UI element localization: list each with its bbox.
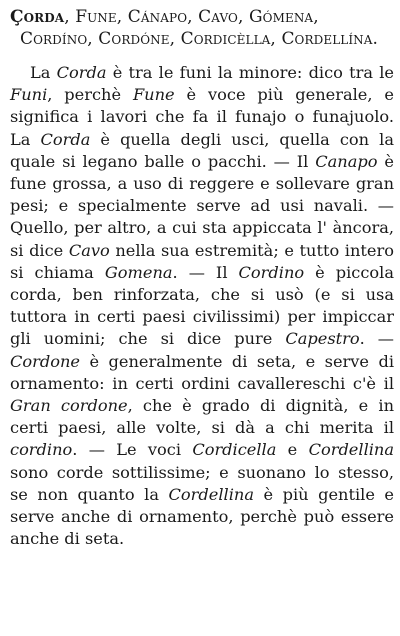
entry-headwords: [10, 6, 394, 50]
term-italic: Cordone: [10, 351, 80, 371]
text-run: è generalmente di seta, e serve di ornamento: in certi ordini cavallereschi c'è il: [10, 351, 394, 393]
term-italic: Funi: [10, 85, 48, 105]
text-run: è fune grossa, a uso di reggere e sollevare gran pesi; e specialmente serve ad usi navali. — Quello, per altro, a cui sta appiccata l' àncora, si dice: [10, 151, 394, 260]
text-run: , perchè: [47, 85, 133, 105]
headword-separator: ,: [187, 7, 199, 27]
text-run: è voce più generale, e significa i lavori che fa il funajo o funajuolo. La: [10, 85, 394, 149]
headword-synonym: Fune: [75, 7, 117, 27]
text-run: . — Il: [172, 262, 239, 282]
term-italic: Fune: [132, 85, 175, 105]
term-italic: Cordicella: [192, 440, 277, 460]
headword-synonym: Cordicèlla: [180, 29, 271, 49]
term-italic: Corda: [56, 63, 107, 82]
term-italic: Cordino: [238, 262, 305, 282]
text-run: è quella degli usci, quella con la quale si legano balle o pacchi. — Il: [10, 129, 394, 171]
text-run: è tra le funi la minore: dico tra le: [106, 63, 395, 82]
headword-separator: ,: [237, 7, 249, 27]
headword-separator: ,: [116, 7, 128, 27]
text-run: e: [276, 440, 309, 460]
headword-synonym: Cavo: [198, 7, 238, 27]
text-run: . — Le voci: [72, 440, 193, 460]
headword-synonym: Cordellína: [281, 29, 373, 49]
text-run: è più gentile e serve anche di ornamento, perchè può essere anche di seta.: [10, 484, 395, 549]
headword-synonym: Cordóne: [98, 29, 170, 49]
text-run: sono corde sottilissime; e suonano lo stesso, se non quanto la: [10, 462, 394, 504]
headword-separator: ,: [313, 7, 319, 27]
headword-separator: ,: [169, 29, 181, 49]
headword-synonym: Cánapo: [127, 7, 188, 27]
headword-separator: ,: [270, 29, 282, 49]
term-italic: cordino: [10, 440, 73, 460]
term-italic: Gomena: [104, 262, 173, 282]
headword-main: Çorda: [10, 7, 65, 27]
text-run: è piccola corda, ben rinforzata, che si usò (e si usa tuttora in certi paesi civilissimi) per impiccar gli uomini; che si dice pure: [10, 262, 394, 349]
term-italic: Corda: [40, 129, 91, 149]
headword-synonym: Gómena: [248, 7, 314, 27]
headword-separator: ,: [87, 29, 99, 49]
term-italic: Cordellina: [308, 440, 394, 460]
headword-separator: ,: [64, 7, 76, 27]
text-run: nella sua estremità; e tutto intero si chiama: [10, 240, 394, 282]
term-italic: Cavo: [68, 240, 110, 260]
entry-body: [10, 62, 394, 550]
text-run: La: [30, 63, 57, 82]
term-italic: Capestro: [285, 329, 360, 349]
headword-synonym: Cordíno: [20, 29, 88, 49]
text-run: . —: [359, 329, 394, 349]
term-italic: Gran cordone: [10, 396, 128, 416]
headword-separator: .: [372, 29, 379, 49]
term-italic: Cordellina: [168, 484, 254, 504]
text-run: , che è grado di dignità, e in certi paesi, alle volte, si dà a chi merita il: [10, 396, 395, 438]
term-italic: Canapo: [315, 151, 378, 171]
